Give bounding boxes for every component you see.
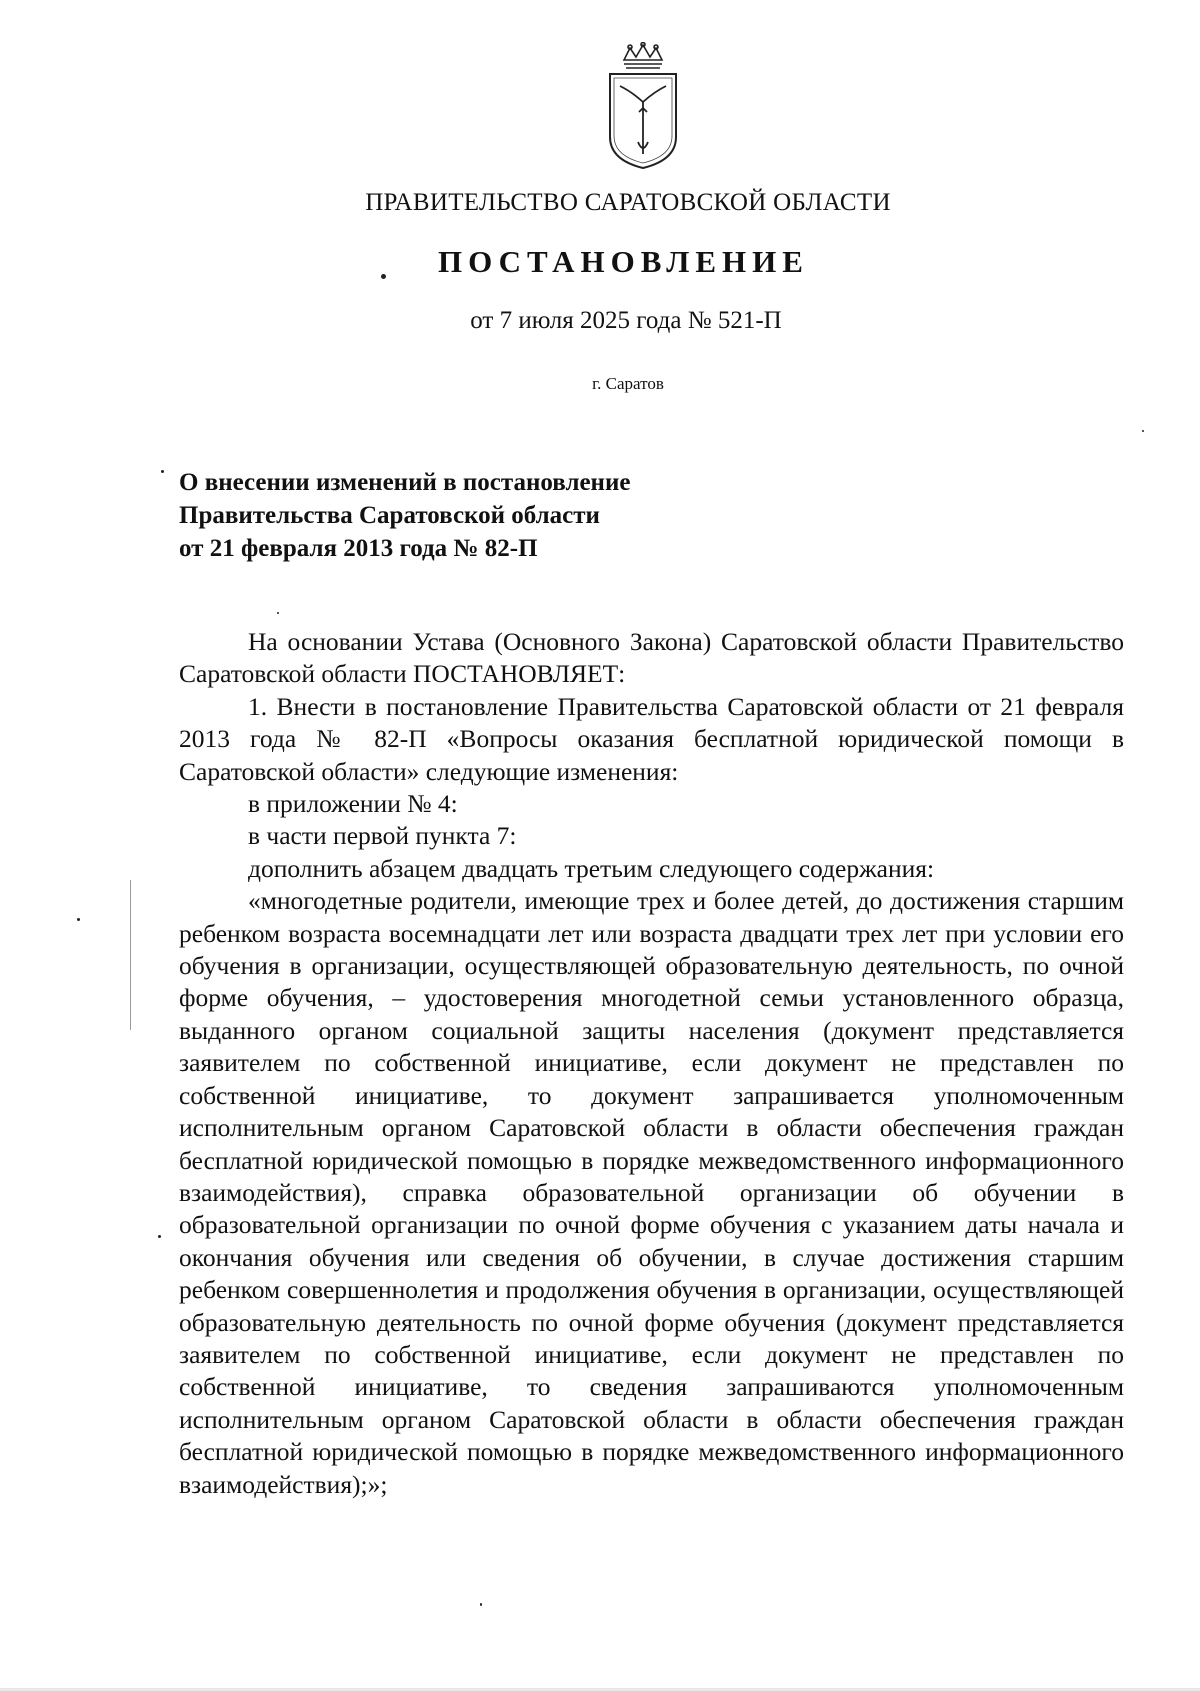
subject-line: Правительства Саратовской области: [179, 502, 600, 529]
government-title: ПРАВИТЕЛЬСТВО САРАТОВСКОЙ ОБЛАСТИ: [365, 189, 891, 216]
scan-margin-mark: [130, 880, 131, 1030]
body-paragraph: На основании Устава (Основного Закона) Саратовской области Правительство Саратовской области ПОСТАНОВЛЯЕТ:: [179, 627, 1124, 689]
document-subject: [179, 466, 739, 565]
body-paragraph: дополнить абзацем двадцать третьим следующего содержания:: [248, 853, 935, 883]
scan-speck: [161, 470, 164, 473]
subject-line: О внесении изменений в постановление: [179, 469, 631, 496]
body-paragraph: 1. Внести в постановление Правительства Саратовской области от 21 февраля 2013 года № 82-П «Вопросы оказания бесплатной юридической помощи в Саратовской области» следующие изменения:: [179, 691, 1124, 786]
scan-speck: [381, 274, 386, 279]
document-body: [179, 626, 1124, 1501]
scan-speck: [158, 1235, 161, 1238]
document-city: г. Саратов: [592, 374, 664, 393]
body-paragraph: «многодетные родители, имеющие трех и более детей, до достижения старшим ребенком возраста восемнадцати лет или возраста двадцати трех лет при условии его обучения в организации, осуществляющей образовательную деятельность, по очной форме обучения, – удостоверения многодетной семьи установленного образца, выданного органом социальной защиты населения (документ представляется заявителем по собственной инициативе, если документ не представлен по собственной инициативе, то документ запрашивается уполномоченным исполнительным органом Саратовской области в области обеспечения граждан бесплатной юридической помощью в порядке межведомственного информационного взаимодействия), справка образовательной организации об обучении в образовательной организации по очной форме обучения с указанием даты начала и окончания обучения или сведения об обучении, в случае достижения старшим ребенком совершеннолетия и продолжения обучения в организации, осуществляющей образовательную деятельность по очной форме обучения (документ представляется заявителем по собственной инициативе, если документ не представлен по собственной инициативе, то сведения запрашиваются уполномоченным исполнительным органом Саратовской области в области обеспечения граждан бесплатной юридической помощью в порядке межведомственного информационного взаимодействия);»;: [179, 886, 1124, 1499]
scan-speck: [1142, 430, 1144, 432]
scan-speck: [480, 1603, 482, 1606]
subject-line: от 21 февраля 2013 года № 82-П: [179, 535, 538, 562]
document-type-title: ПОСТАНОВЛЕНИЕ: [438, 244, 809, 279]
scan-speck: [277, 612, 279, 614]
body-paragraph: в части первой пункта 7:: [248, 821, 517, 851]
scan-speck: [77, 918, 80, 921]
document-date-number: от 7 июля 2025 года № 521-П: [470, 307, 782, 334]
saratov-coat-of-arms-icon: [602, 42, 684, 172]
body-paragraph: в приложении № 4:: [248, 789, 458, 819]
